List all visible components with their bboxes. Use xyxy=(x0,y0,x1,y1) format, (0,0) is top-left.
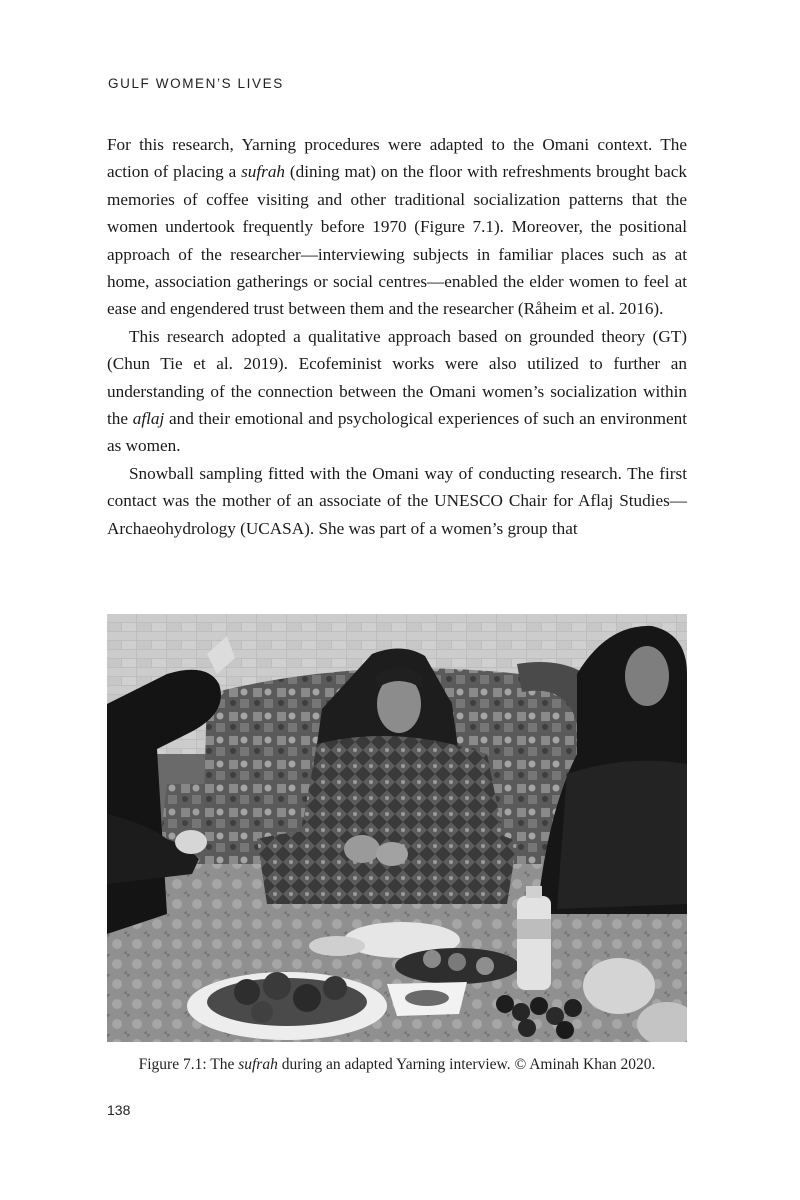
paragraph-2-text-c: and their emotional and psychological experiences of such an environment as women. xyxy=(107,409,688,456)
figure-photo xyxy=(107,614,687,1042)
page-number: 138 xyxy=(107,1102,131,1118)
paragraph-3-text-a: Snowball sampling fitted with the Omani way of conducting research. The first contact was the mother of an associate of the UNESCO Chair for Aflaj Studies—Archaeohydrology (UCASA). She was part of a women’s group that xyxy=(107,463,687,538)
figure-caption xyxy=(107,1054,687,1076)
caption-text-a: Figure 7.1: The xyxy=(138,1056,239,1073)
body-text xyxy=(107,131,687,542)
paragraph-1-italic-term: sufrah xyxy=(241,162,286,182)
photo-illustration xyxy=(107,614,687,1042)
paragraph-2-text-a: This research adopted a qualitative approach based on grounded theory (GT) (Chun Tie et al. 2019). Ecofeminist works were also utilized to further an understanding of the connection between the Omani women’s socialization within the xyxy=(107,326,687,429)
paragraph-1-text-c: (dining mat) on the floor with refreshments brought back memories of coffee visiting and other traditional socialization patterns that the women undertook frequently before 1970 (Figure 7.1). Moreover, the positional approach of the researcher—interviewing subjects in familiar places such as at home, association gatherings or social centres—enabled the elder women to feel at ease and engendered trust between them and the researcher (Råheim et al. 2016). xyxy=(107,162,688,319)
paragraph-3 xyxy=(107,460,687,542)
paragraph-1-text-a: For this research, Yarning procedures were adapted to the Omani context. The action of placing a xyxy=(107,135,687,182)
running-head: GULF WOMEN’S LIVES xyxy=(108,76,284,91)
caption-text-c: during an adapted Yarning interview. © Aminah Khan 2020. xyxy=(277,1056,656,1073)
paragraph-1 xyxy=(107,131,687,323)
paragraph-2 xyxy=(107,323,687,460)
paragraph-2-italic-term: aflaj xyxy=(132,409,165,429)
caption-italic-term: sufrah xyxy=(238,1056,278,1073)
